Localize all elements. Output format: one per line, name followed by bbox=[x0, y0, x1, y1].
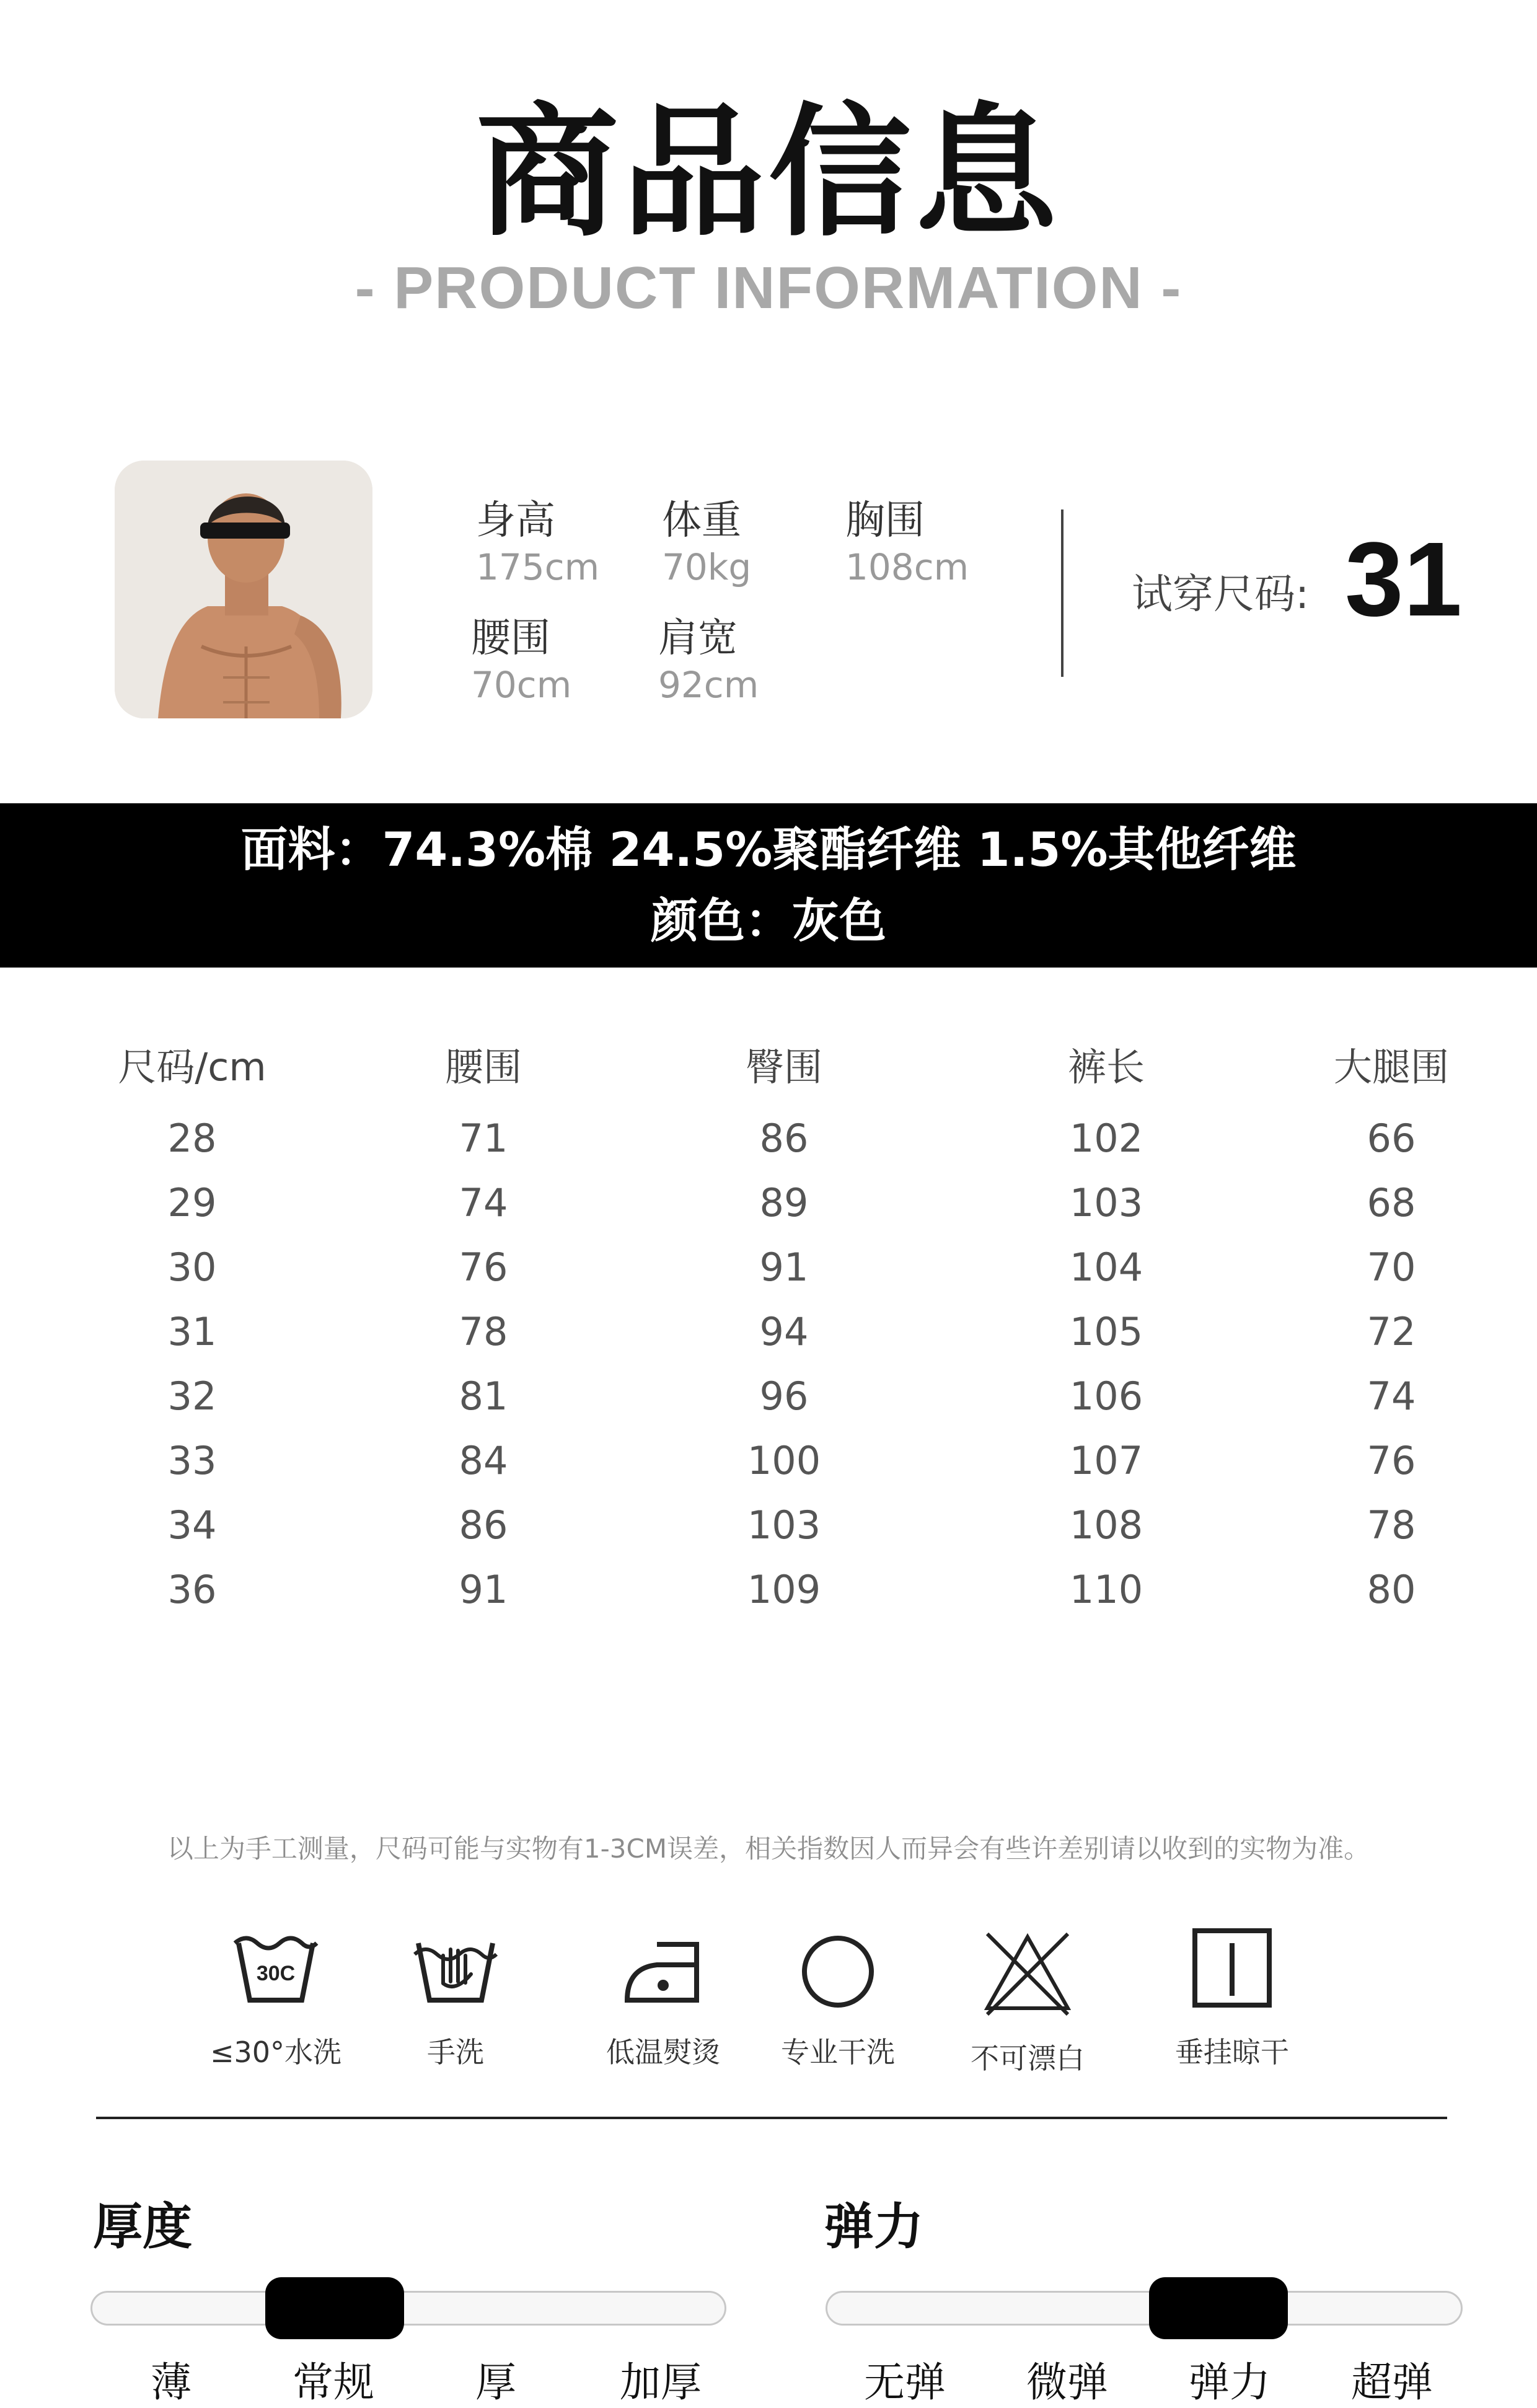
elasticity-title: 弹力 bbox=[824, 2198, 923, 2256]
table-cell: 105 bbox=[1069, 1309, 1143, 1354]
table-cell: 31 bbox=[167, 1309, 217, 1354]
table-cell: 32 bbox=[167, 1374, 217, 1419]
table-cell: 91 bbox=[759, 1245, 809, 1290]
table-cell: 34 bbox=[167, 1502, 217, 1548]
thickness-option: 厚 bbox=[475, 2358, 516, 2406]
table-cell: 102 bbox=[1069, 1116, 1143, 1161]
page-subtitle: - PRODUCT INFORMATION - bbox=[355, 255, 1182, 321]
stat-value: 92cm bbox=[658, 664, 759, 706]
elasticity-option: 弹力 bbox=[1189, 2358, 1271, 2406]
elasticity-track bbox=[826, 2291, 1463, 2326]
thickness-track bbox=[90, 2291, 726, 2326]
table-header: 大腿围 bbox=[1333, 1044, 1449, 1090]
thickness-title: 厚度 bbox=[93, 2198, 192, 2256]
table-header: 裤长 bbox=[1067, 1044, 1145, 1090]
hand-wash-icon bbox=[412, 1931, 499, 2011]
measurement-notice: 以上为手工测量，尺码可能与实物有1-3CM误差，相关指数因人而异会有些许差别请以收到的实物为准。 bbox=[167, 1833, 1370, 1864]
table-cell: 33 bbox=[167, 1438, 217, 1483]
model-photo bbox=[115, 461, 372, 718]
table-cell: 86 bbox=[759, 1116, 809, 1161]
table-cell: 84 bbox=[459, 1438, 508, 1483]
wash-30c-icon bbox=[232, 1931, 319, 2011]
elasticity-indicator bbox=[1149, 2277, 1288, 2339]
table-header: 腰围 bbox=[444, 1044, 522, 1090]
try-size-label: 试穿尺码: bbox=[1132, 570, 1310, 618]
table-cell: 103 bbox=[747, 1502, 821, 1548]
thickness-option: 常规 bbox=[293, 2358, 374, 2406]
table-cell: 70 bbox=[1367, 1245, 1416, 1290]
fabric-banner bbox=[0, 803, 1537, 968]
no-bleach-icon bbox=[981, 1931, 1074, 2018]
care-item-dry-clean bbox=[751, 1931, 925, 2071]
table-cell: 72 bbox=[1367, 1309, 1416, 1354]
table-cell: 74 bbox=[459, 1180, 508, 1225]
elasticity-option: 微弹 bbox=[1026, 2358, 1108, 2406]
table-cell: 108 bbox=[1069, 1502, 1143, 1548]
stats-divider bbox=[1061, 509, 1064, 677]
care-item-no-bleach bbox=[941, 1931, 1114, 2077]
care-label: 手洗 bbox=[427, 2035, 484, 2069]
table-cell: 94 bbox=[759, 1309, 809, 1354]
table-cell: 110 bbox=[1069, 1567, 1143, 1612]
table-cell: 68 bbox=[1367, 1180, 1416, 1225]
table-cell: 71 bbox=[459, 1116, 508, 1161]
stat-value: 70cm bbox=[471, 664, 572, 706]
table-cell: 80 bbox=[1367, 1567, 1416, 1612]
care-label: 垂挂晾干 bbox=[1175, 2035, 1289, 2069]
care-item-hand-wash bbox=[369, 1931, 542, 2071]
table-cell: 30 bbox=[167, 1245, 217, 1290]
table-header: 尺码/cm bbox=[118, 1044, 266, 1090]
thickness-option: 薄 bbox=[151, 2358, 192, 2406]
stat-label: 胸围 bbox=[845, 498, 925, 544]
dry-clean-icon bbox=[795, 1931, 881, 2011]
stat-weight bbox=[662, 496, 751, 589]
stat-waist bbox=[471, 614, 571, 707]
table-cell: 74 bbox=[1367, 1374, 1416, 1419]
stat-label: 腰围 bbox=[471, 615, 550, 661]
elasticity-option: 超弹 bbox=[1351, 2358, 1433, 2406]
stat-shoulder bbox=[658, 614, 759, 707]
stat-height bbox=[476, 496, 599, 589]
low-iron-icon bbox=[620, 1931, 707, 2011]
thickness-option: 加厚 bbox=[620, 2358, 702, 2406]
fabric-composition: 面料：74.3%棉 24.5%聚酯纤维 1.5%其他纤维 bbox=[240, 822, 1297, 877]
stat-value: 70kg bbox=[662, 546, 752, 588]
table-cell: 86 bbox=[459, 1502, 508, 1548]
stat-label: 体重 bbox=[662, 498, 741, 544]
care-item-iron bbox=[576, 1931, 750, 2071]
svg-text:30C: 30C bbox=[256, 1962, 296, 1985]
table-cell: 76 bbox=[1367, 1438, 1416, 1483]
table-cell: 28 bbox=[167, 1116, 217, 1161]
table-cell: 106 bbox=[1069, 1374, 1143, 1419]
thickness-indicator bbox=[265, 2277, 404, 2339]
table-cell: 81 bbox=[459, 1374, 508, 1419]
care-label: 专业干洗 bbox=[781, 2035, 895, 2069]
care-label: 低温熨烫 bbox=[606, 2035, 720, 2069]
stat-value: 175cm bbox=[476, 546, 600, 588]
table-cell: 29 bbox=[167, 1180, 217, 1225]
table-cell: 36 bbox=[167, 1567, 217, 1612]
stat-label: 肩宽 bbox=[658, 615, 738, 661]
care-item-hang-dry bbox=[1145, 1925, 1319, 2071]
care-label: 不可漂白 bbox=[971, 2042, 1085, 2075]
table-cell: 91 bbox=[459, 1567, 508, 1612]
table-cell: 78 bbox=[459, 1309, 508, 1354]
stat-chest bbox=[845, 496, 969, 589]
care-item-wash bbox=[189, 1931, 363, 2071]
table-header: 臀围 bbox=[745, 1044, 822, 1090]
table-cell: 104 bbox=[1069, 1245, 1143, 1290]
section-divider bbox=[96, 2117, 1447, 2119]
hang-dry-icon bbox=[1189, 1925, 1275, 2011]
table-cell: 107 bbox=[1069, 1438, 1143, 1483]
table-cell: 100 bbox=[747, 1438, 821, 1483]
table-cell: 66 bbox=[1367, 1116, 1416, 1161]
care-label: ≤30°水洗 bbox=[209, 2035, 342, 2069]
fabric-color: 颜色：灰色 bbox=[651, 893, 886, 948]
table-cell: 109 bbox=[747, 1567, 821, 1612]
page-title: 商品信息 bbox=[475, 90, 1061, 256]
table-cell: 78 bbox=[1367, 1502, 1416, 1548]
elasticity-option: 无弹 bbox=[864, 2358, 946, 2406]
stat-value: 108cm bbox=[845, 546, 969, 588]
try-size-value: 31 bbox=[1345, 521, 1463, 638]
table-cell: 89 bbox=[759, 1180, 809, 1225]
table-cell: 76 bbox=[459, 1245, 508, 1290]
table-cell: 103 bbox=[1069, 1180, 1143, 1225]
table-cell: 96 bbox=[759, 1374, 809, 1419]
stat-label: 身高 bbox=[476, 498, 555, 544]
